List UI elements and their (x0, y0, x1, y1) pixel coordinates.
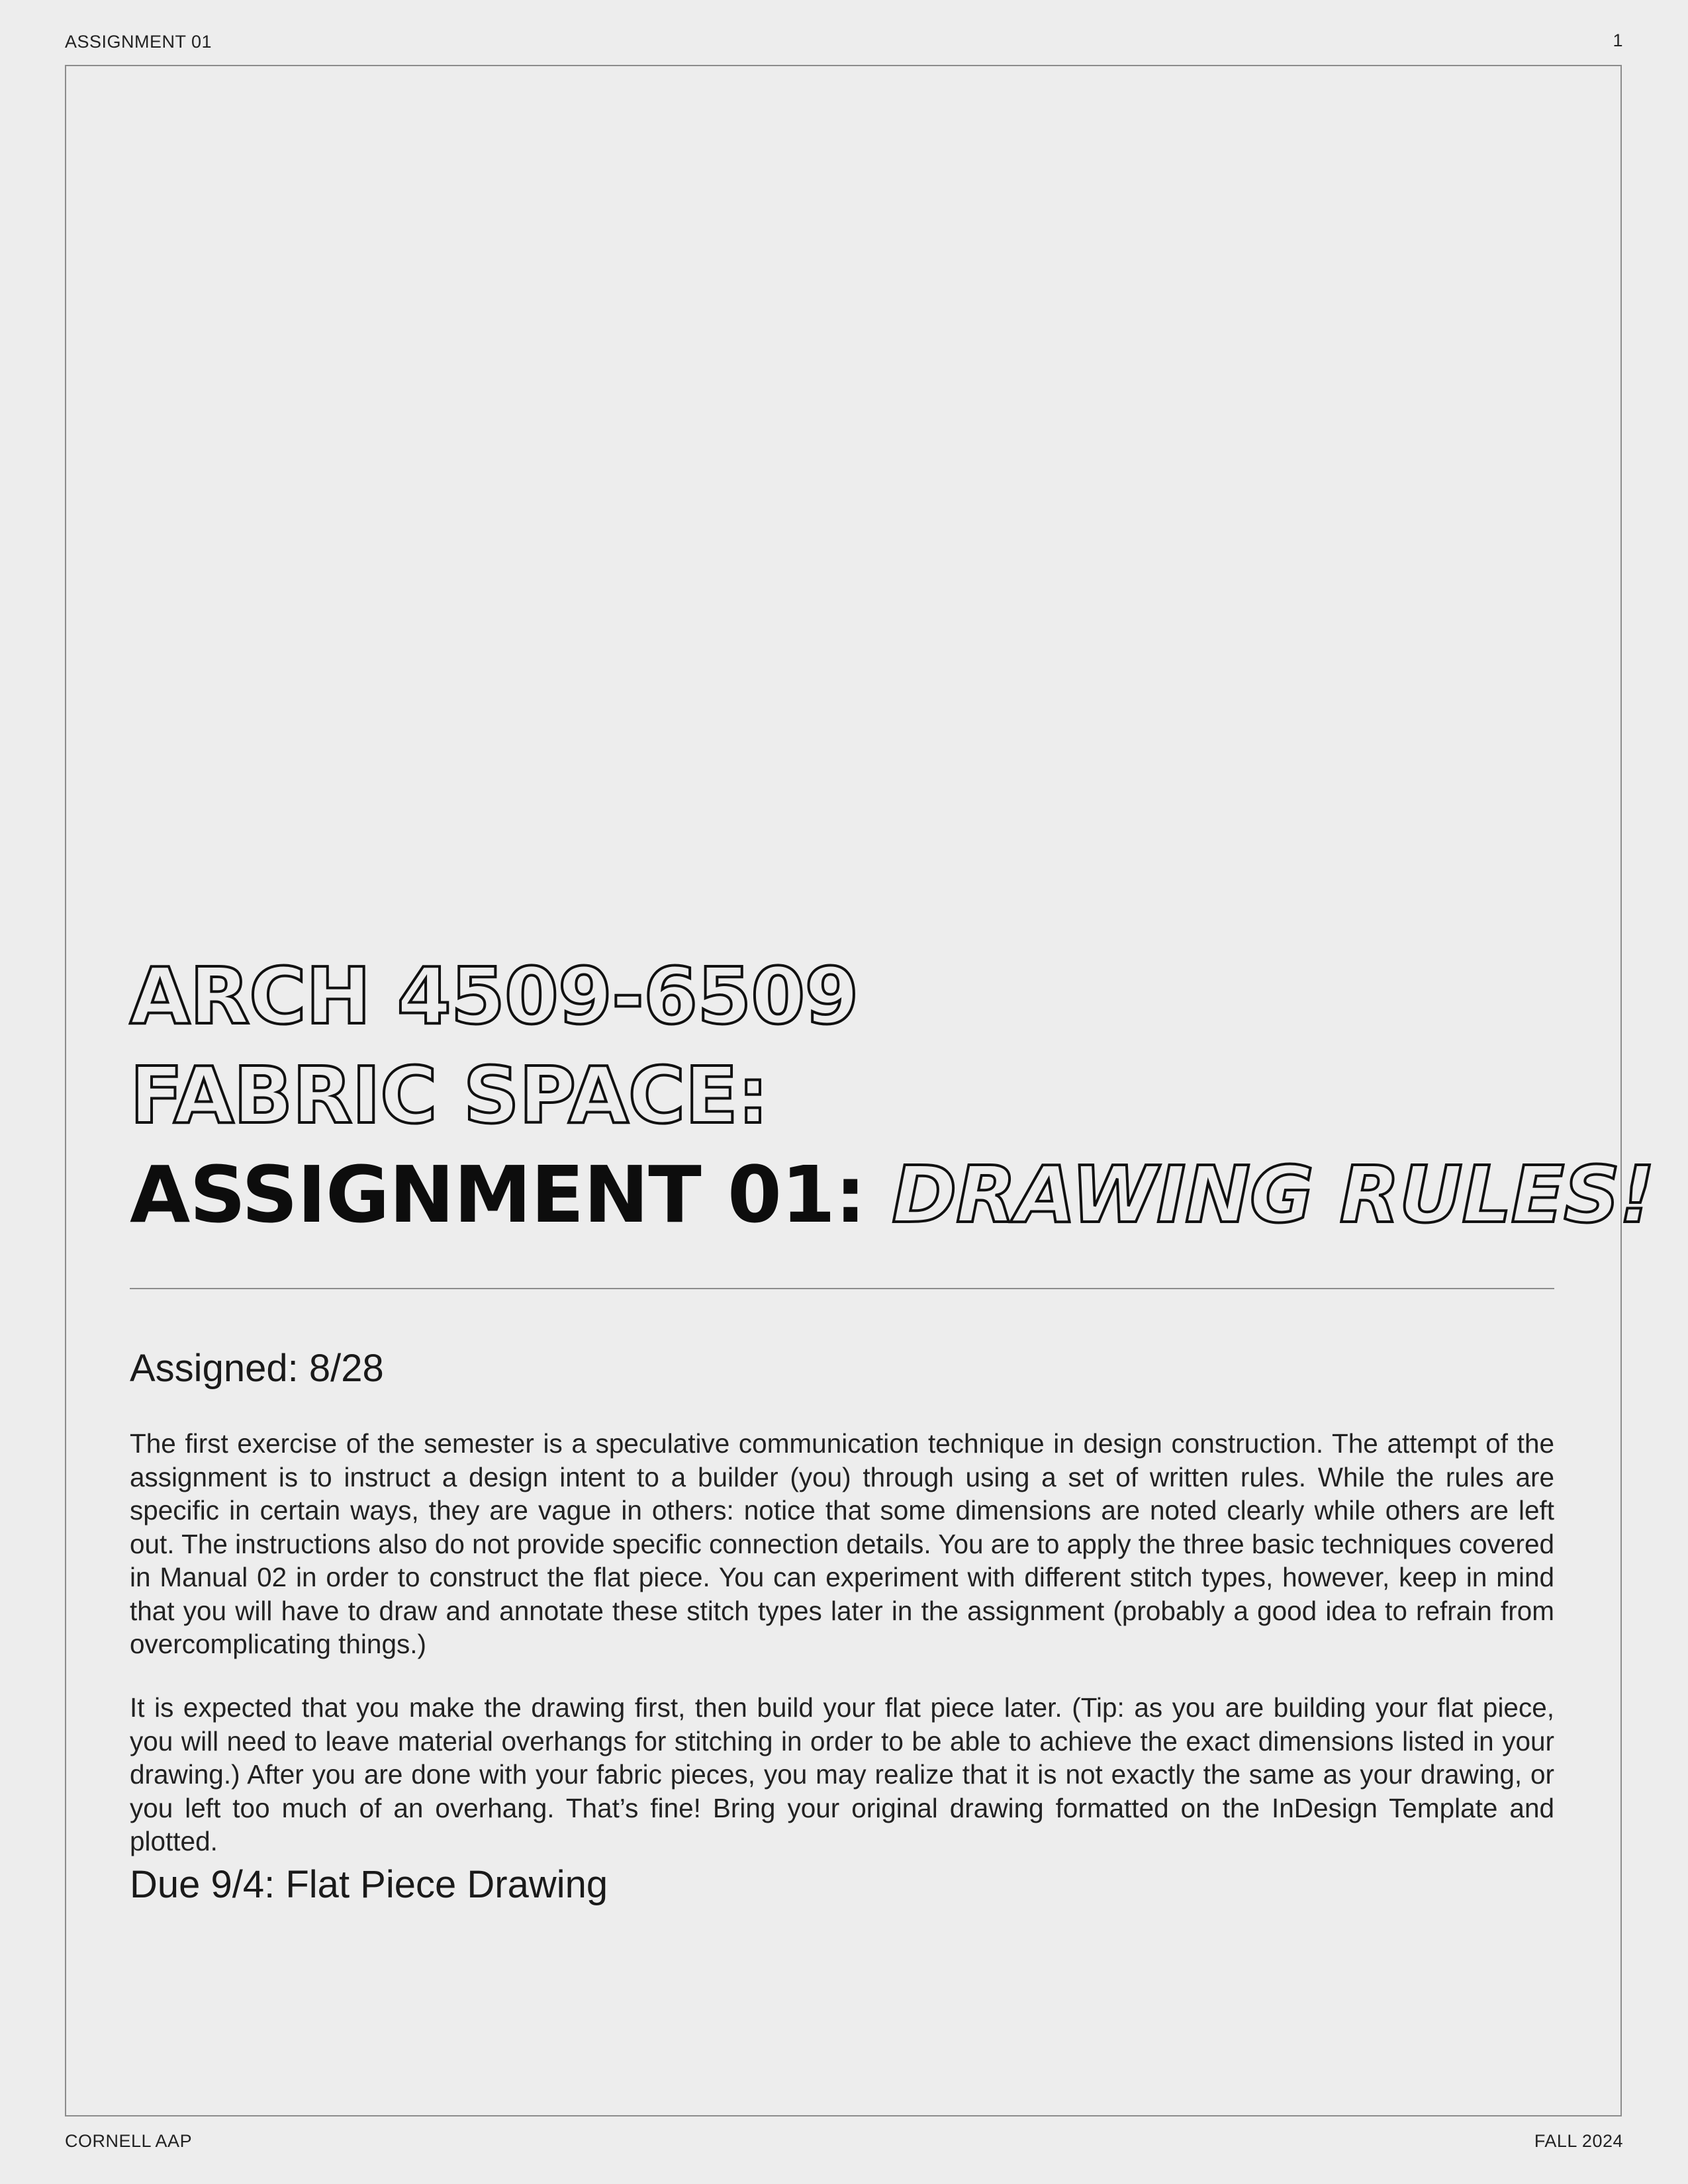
body-paragraph-2: It is expected that you make the drawing first, then build your flat piece later. (Tip: as you are building your flat piece, you will need to leave material overhangs for stitching in order to be able to achieve the exact dimensions listed in your drawing.) After you are done with your fabric pieces, you may realize that it is not exactly the same as your drawing, or you left too much of an overhang. That’s fine! Bring your original drawing formatted on the InDesign Template and plotted. (130, 1692, 1554, 1856)
footer-term: FALL 2024 (1534, 2131, 1623, 2151)
body-paragraph-1: The first exercise of the semester is a speculative communication technique in design construction. The attempt of the assignment is to instruct a design intent to a builder (you) through using a set of written rules. While the rules are specific in certain ways, they are vague in others: notice that some dimensions are noted clearly while others are left out. The instructions also do not provide specific connection details. You are to apply the three basic techniques covered in Manual 02 in order to construct the flat piece. You can experiment with different stitch types, however, keep in mind that you will have to draw and annotate these stitch types later in the assignment (probably a good idea to refrain from overcomplicating things.) (130, 1428, 1554, 1659)
running-header: ASSIGNMENT 01 (65, 32, 212, 52)
assignment-subtitle: DRAWING RULES! (892, 1149, 1655, 1240)
course-name-title: FABRIC SPACE: (130, 1050, 769, 1141)
footer-institution: CORNELL AAP (65, 2131, 193, 2151)
assignment-number: ASSIGNMENT 01: (130, 1149, 866, 1240)
page-number: 1 (1613, 30, 1623, 50)
course-code-title: ARCH 4509-6509 (130, 950, 859, 1042)
assigned-date: Assigned: 8/28 (130, 1347, 384, 1390)
assignment-title (130, 1145, 1655, 1244)
title-divider (130, 1288, 1554, 1289)
title-block (130, 946, 1655, 1244)
due-date: Due 9/4: Flat Piece Drawing (130, 1863, 608, 1906)
